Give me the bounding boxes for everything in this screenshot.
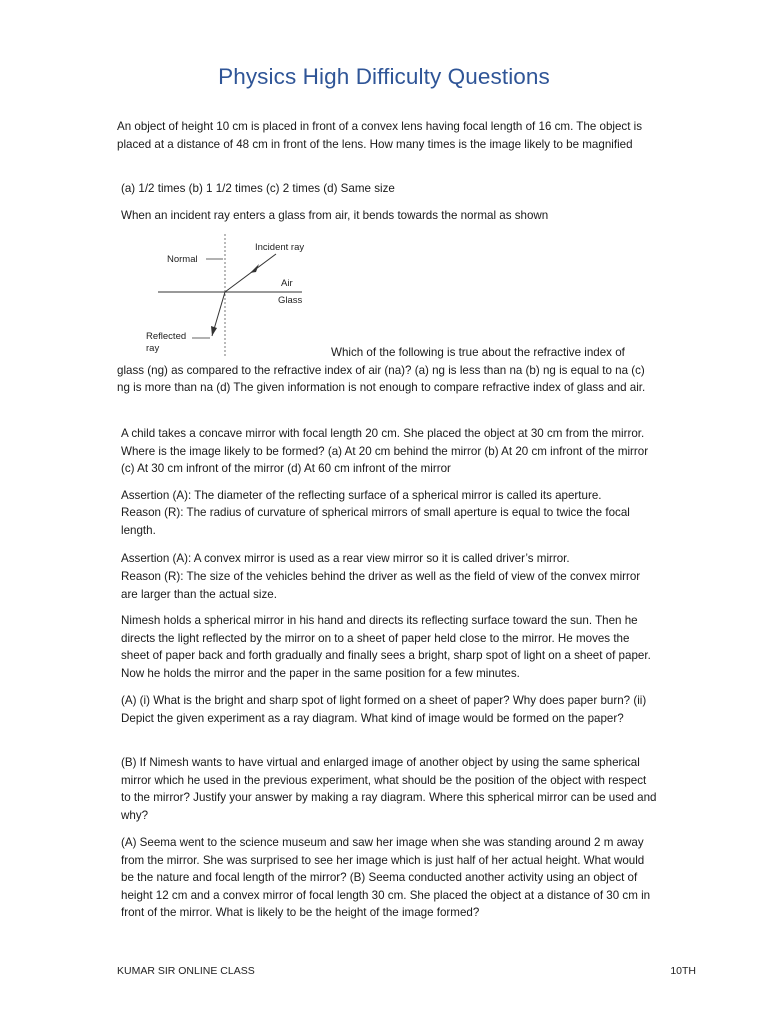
question-1-options: (a) 1/2 times (b) 1 1/2 times (c) 2 times (d) Same size <box>121 182 395 195</box>
reason-2: Reason (R): The size of the vehicles behind the driver as well as the field of view of the convex mirror are larger than the actual size. <box>121 570 641 601</box>
air-label: Air <box>281 278 293 289</box>
page-title: Physics High Difficulty Questions <box>218 64 550 89</box>
question-3: A child takes a concave mirror with focal length 20 cm. She placed the object at 30 cm from the mirror. Where is the image likely to be formed? (a) At 20 cm behind the mirror (b) At 20 cm infront of the mirror (c) At 30 cm infront of the mirror (d) At 60 cm infront of the mirror <box>121 427 649 476</box>
question-seema: (A) Seema went to the science museum and saw her image when she was standing around 2 m away from the mirror. She was surprised to see her image which is just half of her actual height. What would be the nature and focal length of the mirror? (B) Seema conducted another activity using an object of height 12 cm and a convex mirror of focal length 30 cm. She placed the object at a distance of 30 cm in front of the mirror. What is likely to be the height of the image formed? <box>121 836 651 920</box>
question-2: Which of the following is true about the refractive index of glass (ng) as compared to the refractive index of air (na)? (a) ng is less than na (b) ng is equal to na (c) ng is more than na (d) The given information is not enough to compare refractive index of glass and air. <box>117 346 646 395</box>
reflected-label: Reflected <box>146 331 187 342</box>
assertion-2: Assertion (A): A convex mirror is used as a rear view mirror so it is called driver’s mirror. <box>121 552 570 565</box>
refraction-diagram <box>140 234 335 356</box>
question-1: An object of height 10 cm is placed in front of a convex lens having focal length of 16 cm. The object is placed at a distance of 48 cm in front of the lens. How many times is the image likely to be magnified <box>117 120 643 151</box>
footer-left: KUMAR SIR ONLINE CLASS <box>117 965 255 977</box>
incident-ray <box>225 254 276 292</box>
question-2-intro: When an incident ray enters a glass from air, it bends towards the normal as shown <box>121 209 549 222</box>
glass-label: Glass <box>278 295 303 306</box>
reason-1: Reason (R): The radius of curvature of spherical mirrors of small aperture is equal to twice the focal length. <box>121 506 630 537</box>
case-study-intro: Nimesh holds a spherical mirror in his hand and directs its reflecting surface toward the sun. Then he directs the light reflected by the mirror on to a sheet of paper held close to the mirror. He moves the sheet of paper back and forth gradually and finally sees a bright, sharp spot of light on a sheet of paper. Now he holds the mirror and the paper in the same position for a few minutes. <box>121 614 651 680</box>
assertion-1: Assertion (A): The diameter of the reflecting surface of a spherical mirror is called its aperture. <box>121 489 602 502</box>
case-study-b: (B) If Nimesh wants to have virtual and enlarged image of another object by using the same spherical mirror which he used in the previous experiment, what should be the position of the object with respect to the mirror? Justify your answer by making a ray diagram. Where this spherical mirror can be used and why? <box>121 756 657 822</box>
normal-label: Normal <box>167 254 198 265</box>
footer-right: 10TH <box>670 965 696 977</box>
case-study-a: (A) (i) What is the bright and sharp spot of light formed on a sheet of paper? Why does paper burn? (ii) Depict the given experiment as a ray diagram. What kind of image would be formed on the paper? <box>121 694 647 725</box>
incident-ray-label: Incident ray <box>255 242 305 253</box>
ray-label: ray <box>146 343 160 354</box>
